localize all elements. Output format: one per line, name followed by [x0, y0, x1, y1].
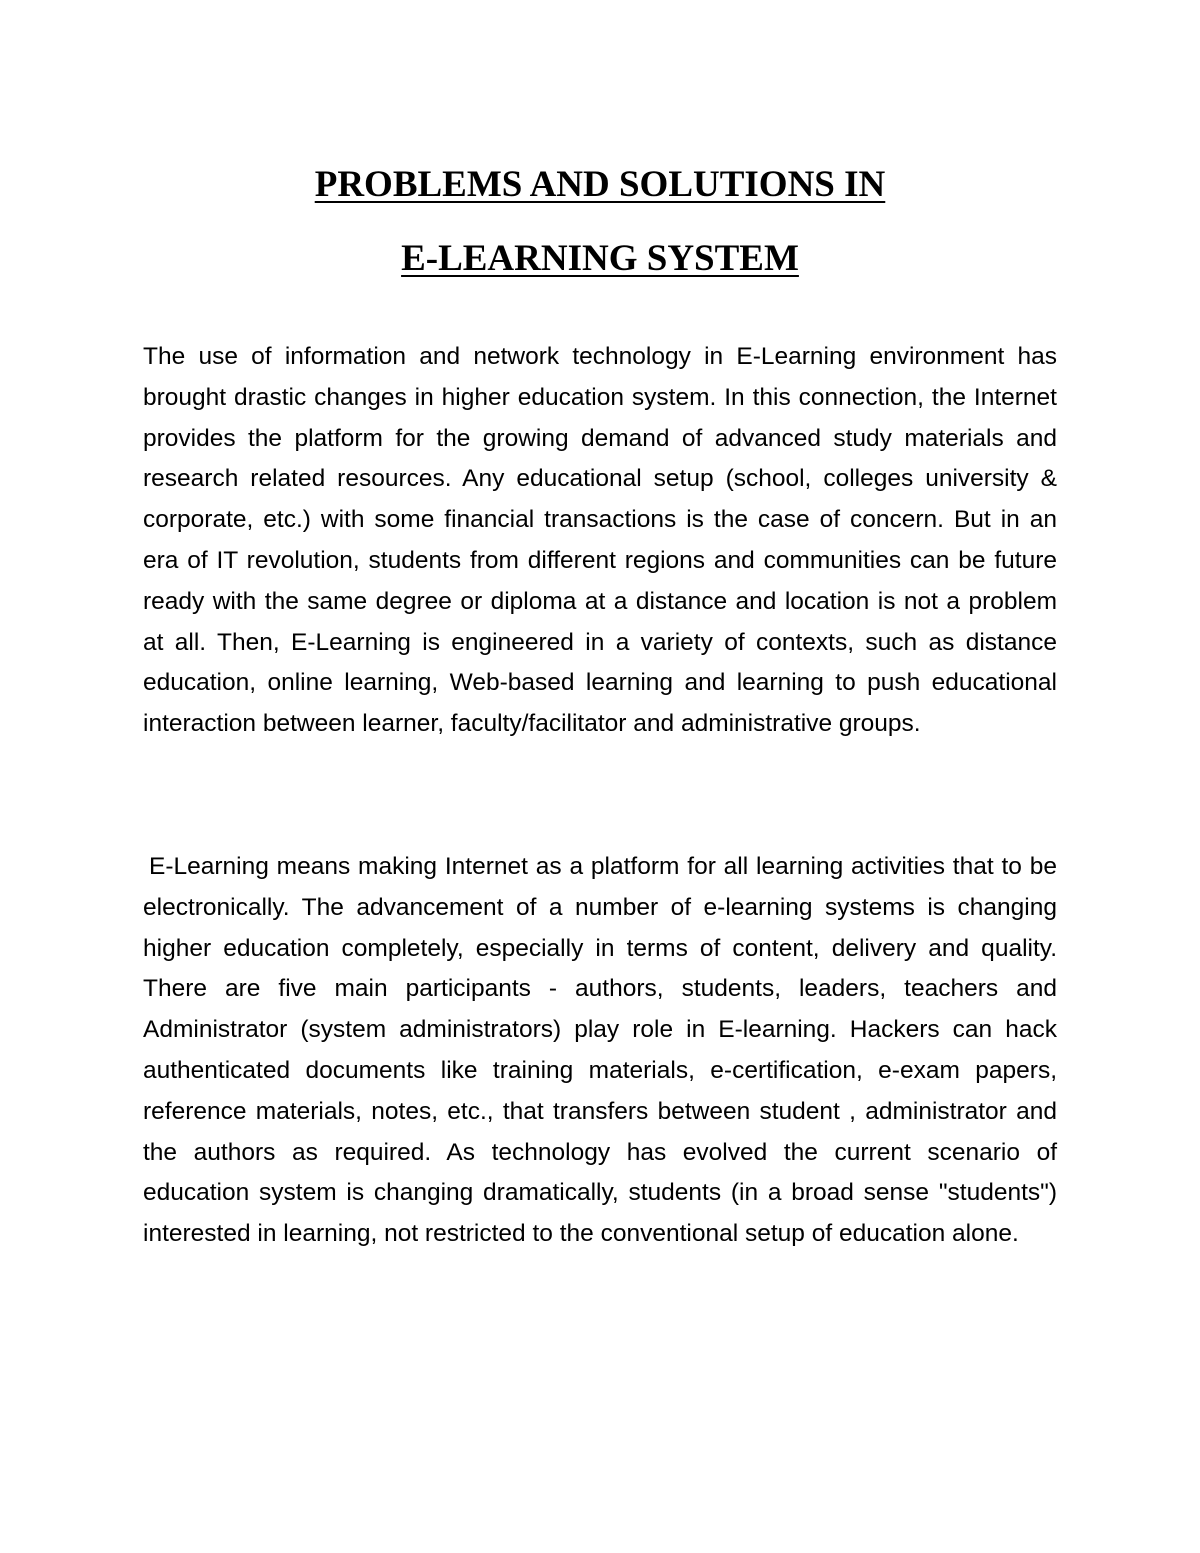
body-paragraph-1: The use of information and network technology in E-Learning environment has brought drastic changes in higher education system. In this connection, the Internet provides the platform for the growing demand of advanced study materials and research related resources. Any educational setup (school, colleges university & corporate, etc.) with some financial transactions is the case of concern. But in an era of IT revolution, students from different regions and communities can be future ready with the same degree or diploma at a distance and location is not a problem at all. Then, E-Learning is engineered in a variety of contexts, such as distance education, online learning, Web-based learning and learning to push educational interaction between learner, faculty/facilitator and administrative groups. [143, 343, 1057, 738]
title-line-1-text: PROBLEMS AND SOLUTIONS IN [314, 164, 886, 205]
title-line-1 [0, 148, 1200, 222]
body-paragraph-2: E-Learning means making Internet as a platform for all learning activities that to be electronically. The advancement of a number of e-learning systems is changing higher education completely, especially in terms of content, delivery and quality. There are five main participants - authors, students, leaders, teachers and Administrator (system administrators) play role in E-learning. Hackers can hack authenticated documents like training materials, e-certification, e-exam papers, reference materials, notes, etc., that transfers between student , administrator and the authors as required. As technology has evolved the current scenario of education system is changing dramatically, students (in a broad sense "students") interested in learning, not restricted to the conventional setup of education alone. [143, 853, 1057, 1248]
title-line-2 [0, 222, 1200, 296]
title-line-2-text: E-LEARNING SYSTEM [401, 238, 799, 279]
document-title [0, 148, 1200, 296]
